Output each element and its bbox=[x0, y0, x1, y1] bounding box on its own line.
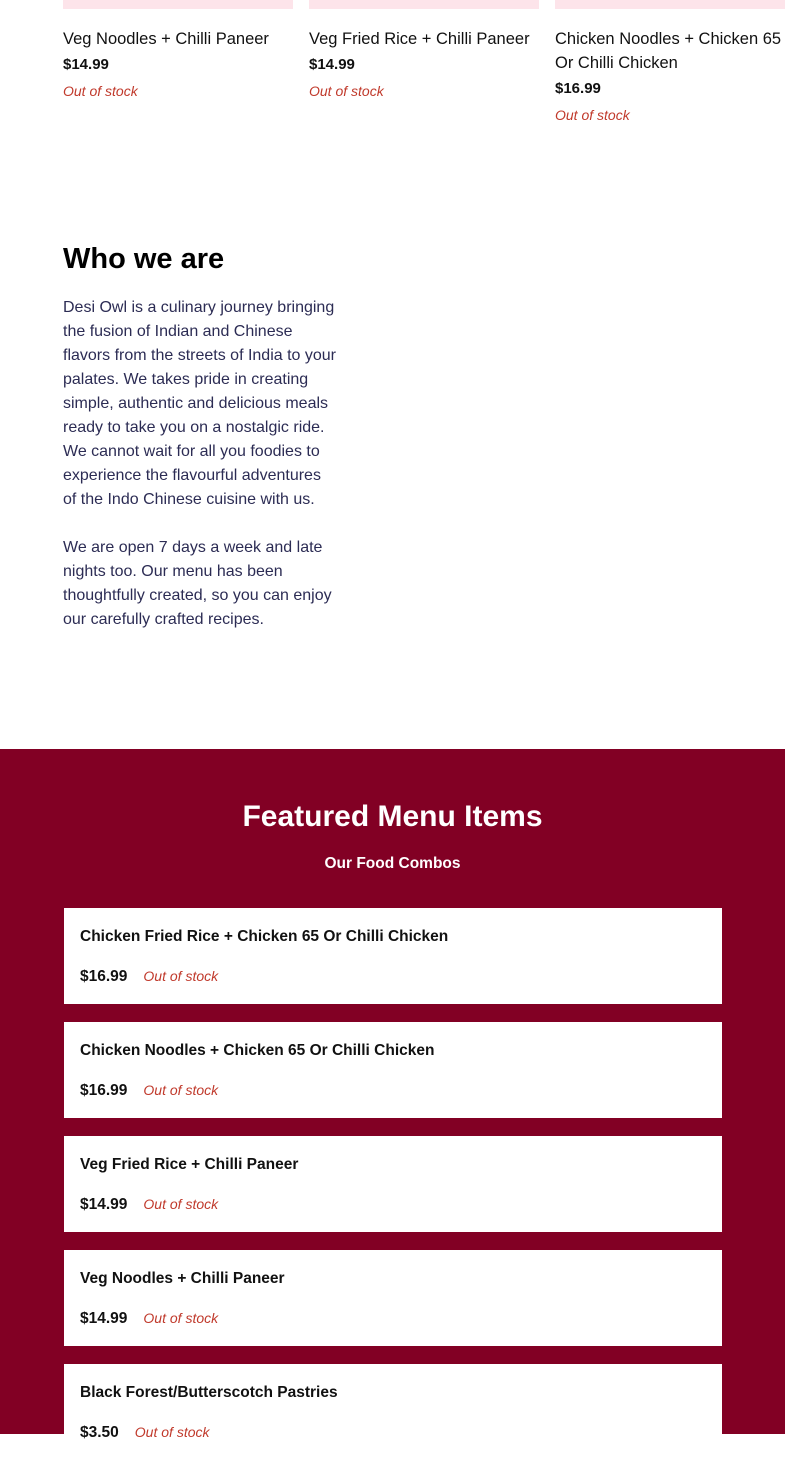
menu-item-card[interactable] bbox=[64, 908, 722, 1004]
menu-item-price: $16.99 bbox=[80, 968, 128, 985]
menu-item-price: $16.99 bbox=[80, 1082, 128, 1099]
hours-paragraph: We are open 7 days a week and late nights too. Our menu has been thoughtfully created, so you can enjoy our carefully crafted recipes. bbox=[63, 539, 332, 628]
product-card[interactable] bbox=[63, 0, 293, 101]
product-card[interactable] bbox=[309, 0, 539, 101]
stock-status: Out of stock bbox=[555, 107, 630, 123]
product-price: $16.99 bbox=[555, 80, 601, 97]
menu-item-price: $14.99 bbox=[80, 1196, 128, 1213]
product-image[interactable] bbox=[63, 0, 293, 9]
menu-item-title[interactable]: Chicken Fried Rice + Chicken 65 Or Chilli Chicken bbox=[80, 928, 449, 945]
product-image[interactable] bbox=[309, 0, 539, 9]
product-card[interactable] bbox=[555, 0, 785, 125]
menu-item-title[interactable]: Veg Noodles + Chilli Paneer bbox=[80, 1270, 285, 1287]
menu-item-card[interactable] bbox=[64, 1250, 722, 1346]
menu-item-title[interactable]: Veg Fried Rice + Chilli Paneer bbox=[80, 1156, 299, 1173]
featured-subtitle: Our Food Combos bbox=[324, 855, 461, 872]
about-section bbox=[63, 240, 338, 632]
stock-status: Out of stock bbox=[143, 1082, 219, 1098]
product-title[interactable]: Veg Fried Rice + Chilli Paneer bbox=[309, 30, 530, 48]
featured-menu-section bbox=[0, 749, 785, 1441]
product-title[interactable]: Veg Noodles + Chilli Paneer bbox=[63, 30, 269, 48]
stock-status: Out of stock bbox=[143, 1196, 219, 1212]
stock-status: Out of stock bbox=[63, 83, 138, 99]
product-image[interactable] bbox=[555, 0, 785, 9]
stock-status: Out of stock bbox=[143, 1310, 219, 1326]
about-paragraph: Desi Owl is a culinary journey bringing the fusion of Indian and Chinese flavors from the streets of India to your palates. We takes pride in creating simple, authentic and delicious meals ready to take you on a nostalgic ride. We cannot wait for all you foodies to experience the flavourful adventures of the Indo Chinese cuisine with us. bbox=[63, 299, 337, 508]
menu-list bbox=[64, 908, 722, 1478]
menu-item-price: $3.50 bbox=[80, 1424, 119, 1441]
menu-item-card[interactable] bbox=[64, 1136, 722, 1232]
product-price: $14.99 bbox=[63, 56, 109, 73]
menu-item-title[interactable]: Black Forest/Butterscotch Pastries bbox=[80, 1384, 338, 1401]
stock-status: Out of stock bbox=[309, 83, 384, 99]
about-heading: Who we are bbox=[63, 243, 225, 275]
menu-item-price: $14.99 bbox=[80, 1310, 128, 1327]
product-price: $14.99 bbox=[309, 56, 355, 73]
menu-item-card[interactable] bbox=[64, 1364, 722, 1460]
product-carousel bbox=[63, 0, 782, 140]
menu-item-title[interactable]: Chicken Noodles + Chicken 65 Or Chilli Chicken bbox=[80, 1042, 435, 1059]
stock-status: Out of stock bbox=[134, 1424, 210, 1440]
product-title[interactable]: Chicken Noodles + Chicken 65 Or Chilli Chicken bbox=[555, 30, 782, 72]
featured-heading: Featured Menu Items bbox=[242, 800, 543, 833]
menu-item-card[interactable] bbox=[64, 1022, 722, 1118]
stock-status: Out of stock bbox=[143, 968, 219, 984]
